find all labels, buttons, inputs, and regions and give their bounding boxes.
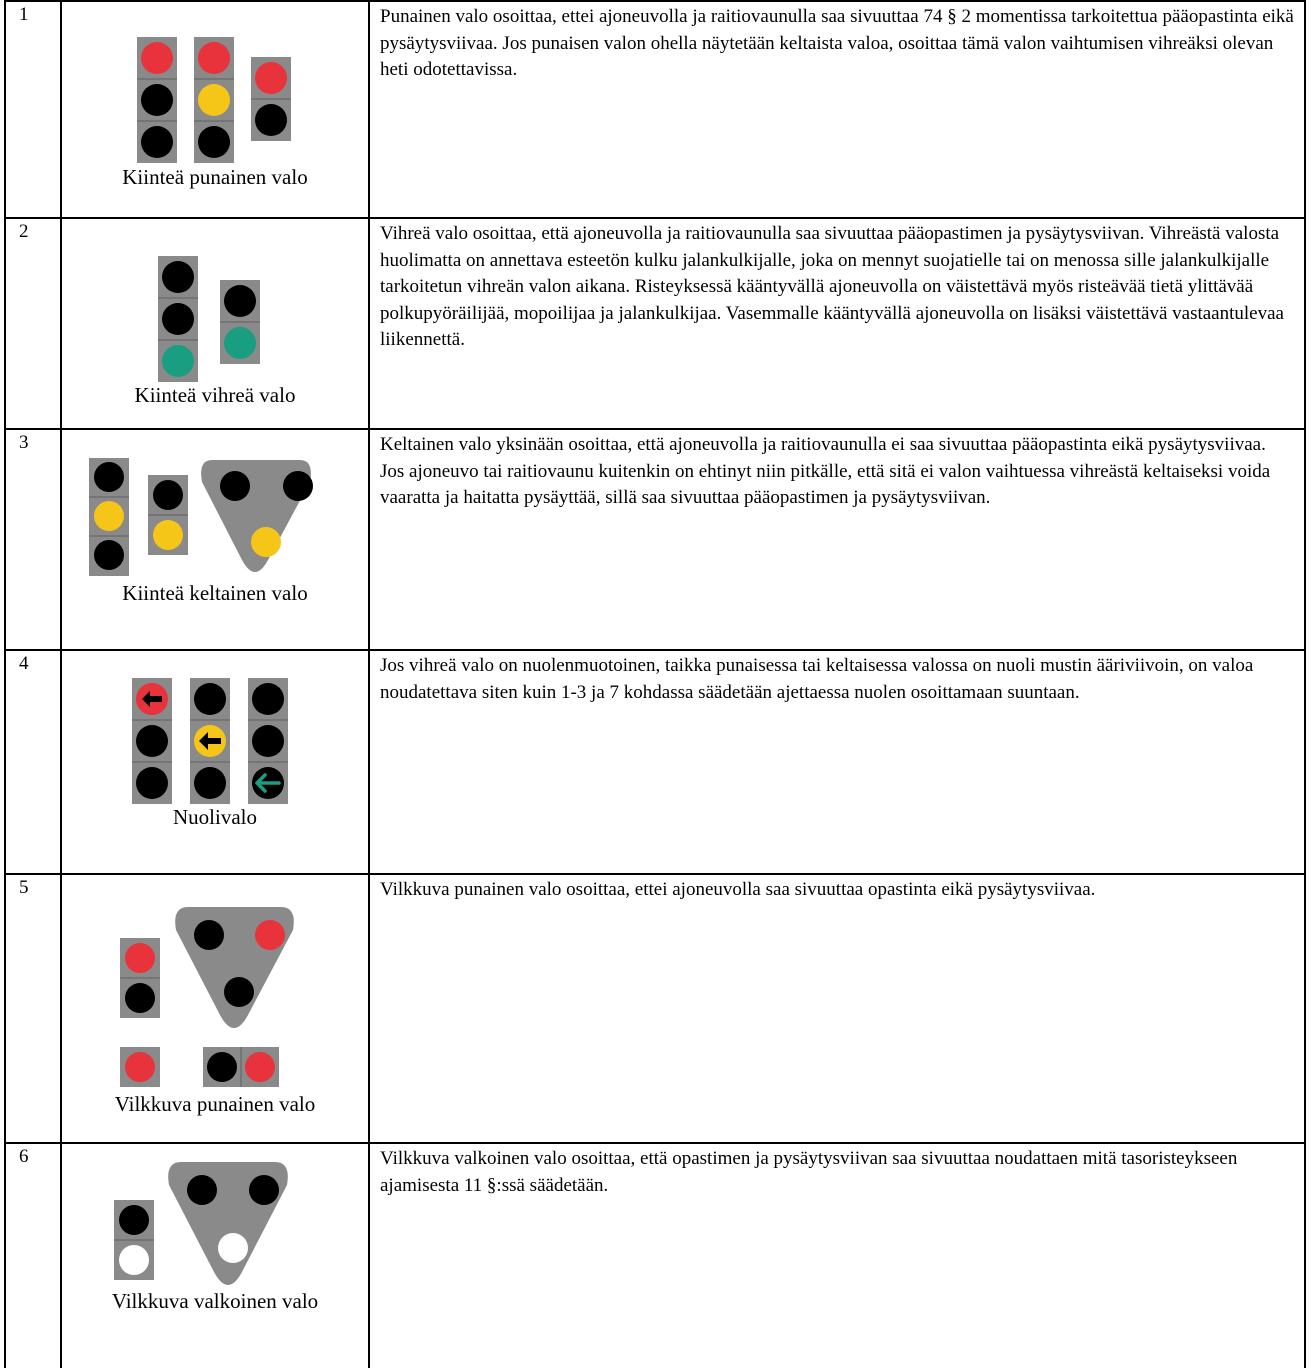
signal-yellow-two-lamp-icon	[148, 475, 188, 555]
signal-figure-cell	[61, 218, 369, 429]
signal-figure-cell	[61, 650, 369, 874]
signal-figure-cell	[61, 1, 369, 218]
row-number: 1	[5, 1, 61, 218]
table-row	[5, 218, 1305, 429]
rule-text: Vihreä valo osoittaa, että ajoneuvolla ja raitiovaunulla saa sivuuttaa pääopastimen ja pysäytysviivan. Vihreästä valosta huolimatta on annettava esteetön kulku jalankulkijalle, joka on mennyt suojatielle tai on menossa sille jalankulkijalle tarkoitetun vihreän valon aikana. Risteyksessä kääntyvällä ajoneuvolla on väistettävä myös risteävää tietä ylittävää polkupyöräilijää, mopoilijaa ja jalankulkijaa. Vasemmalle kääntyvällä ajoneuvolla on lisäksi väistettävä vastaantulevaa liikennettä.	[369, 218, 1305, 429]
flashing-red-horizontal-icon	[203, 1047, 279, 1087]
signal-red-two-lamp-icon	[251, 57, 291, 141]
table-row	[5, 874, 1305, 1143]
figure-caption: Kiinteä punainen valo	[122, 165, 308, 189]
table-row	[5, 1, 1305, 218]
flashing-red-single-icon	[120, 1047, 160, 1087]
table-row	[5, 429, 1305, 650]
table-row	[5, 1143, 1305, 1368]
row-number: 2	[5, 218, 61, 429]
signal-green-stack-icon	[158, 256, 198, 382]
signal-figure-cell	[61, 874, 369, 1143]
signal-red-yellow-stack-icon	[194, 37, 234, 163]
signal-green-two-lamp-icon	[220, 280, 260, 364]
rule-text: Keltainen valo yksinään osoittaa, että ajoneuvolla ja raitiovaunulla ei saa sivuuttaa pääopastinta eikä pysäytysviivaa. Jos ajoneuvo tai raitiovaunu kuitenkin on ehtinyt niin pitkälle, että sitä ei valon vaihtuessa vihreästä keltaiseksi voida vaaratta ja haitatta pysäyttää, sillä saa sivuuttaa pääopastimen ja pysäytysviivan.	[369, 429, 1305, 650]
traffic-light-rules-table	[4, 0, 1306, 1368]
flashing-red-two-lamp-icon	[120, 938, 160, 1018]
figure-caption: Kiinteä keltainen valo	[122, 581, 308, 605]
rule-text: Punainen valo osoittaa, ettei ajoneuvolla ja raitiovaunulla saa sivuuttaa 74 § 2 momentissa tarkoitettua pääopastinta eikä pysäytysviivaa. Jos punaisen valon ohella näytetään keltaista valoa, osoittaa tämä valon vaihtumisen vihreäksi olevan heti odotettavissa.	[369, 1, 1305, 218]
signal-figure-cell	[61, 429, 369, 650]
figure-caption: Vilkkuva punainen valo	[114, 1092, 316, 1116]
signal-figure	[62, 651, 368, 873]
arrow-red-signal-icon	[132, 678, 172, 804]
flashing-white-triangle-icon	[168, 1162, 288, 1285]
figure-caption: Vilkkuva valkoinen valo	[111, 1289, 319, 1313]
row-number: 6	[5, 1143, 61, 1368]
arrow-yellow-signal-icon	[190, 678, 230, 804]
flashing-red-triangle-icon	[175, 907, 294, 1028]
flashing-white-two-lamp-icon	[114, 1200, 154, 1280]
figure-caption: Kiinteä vihreä valo	[134, 383, 296, 407]
rule-text: Vilkkuva punainen valo osoittaa, ettei ajoneuvolla saa sivuuttaa opastinta eikä pysäytysviivaa.	[369, 874, 1305, 1143]
figure-caption: Nuolivalo	[173, 805, 257, 829]
row-number: 4	[5, 650, 61, 874]
rule-text: Vilkkuva valkoinen valo osoittaa, että opastimen ja pysäytysviivan saa sivuuttaa noudattaen mitä tasoristeykseen ajamisesta 11 §:ssä säädetään.	[369, 1143, 1305, 1368]
rule-text: Jos vihreä valo on nuolenmuotoinen, taikka punaisessa tai keltaisessa valossa on nuoli mustin ääriviivoin, on valoa noudatettava siten kuin 1-3 ja 7 kohdassa säädetään ajettaessa nuolen osoittamaan suuntaan.	[369, 650, 1305, 874]
signal-red-stack-icon	[137, 37, 177, 163]
signal-figure-cell	[61, 1143, 369, 1368]
signal-figure	[62, 430, 368, 649]
row-number: 5	[5, 874, 61, 1143]
signal-yellow-stack-icon	[89, 458, 129, 576]
signal-yellow-triangle-icon	[201, 460, 313, 572]
row-number: 3	[5, 429, 61, 650]
table-row	[5, 650, 1305, 874]
signal-figure	[62, 1144, 368, 1368]
arrow-green-signal-icon	[248, 678, 288, 804]
